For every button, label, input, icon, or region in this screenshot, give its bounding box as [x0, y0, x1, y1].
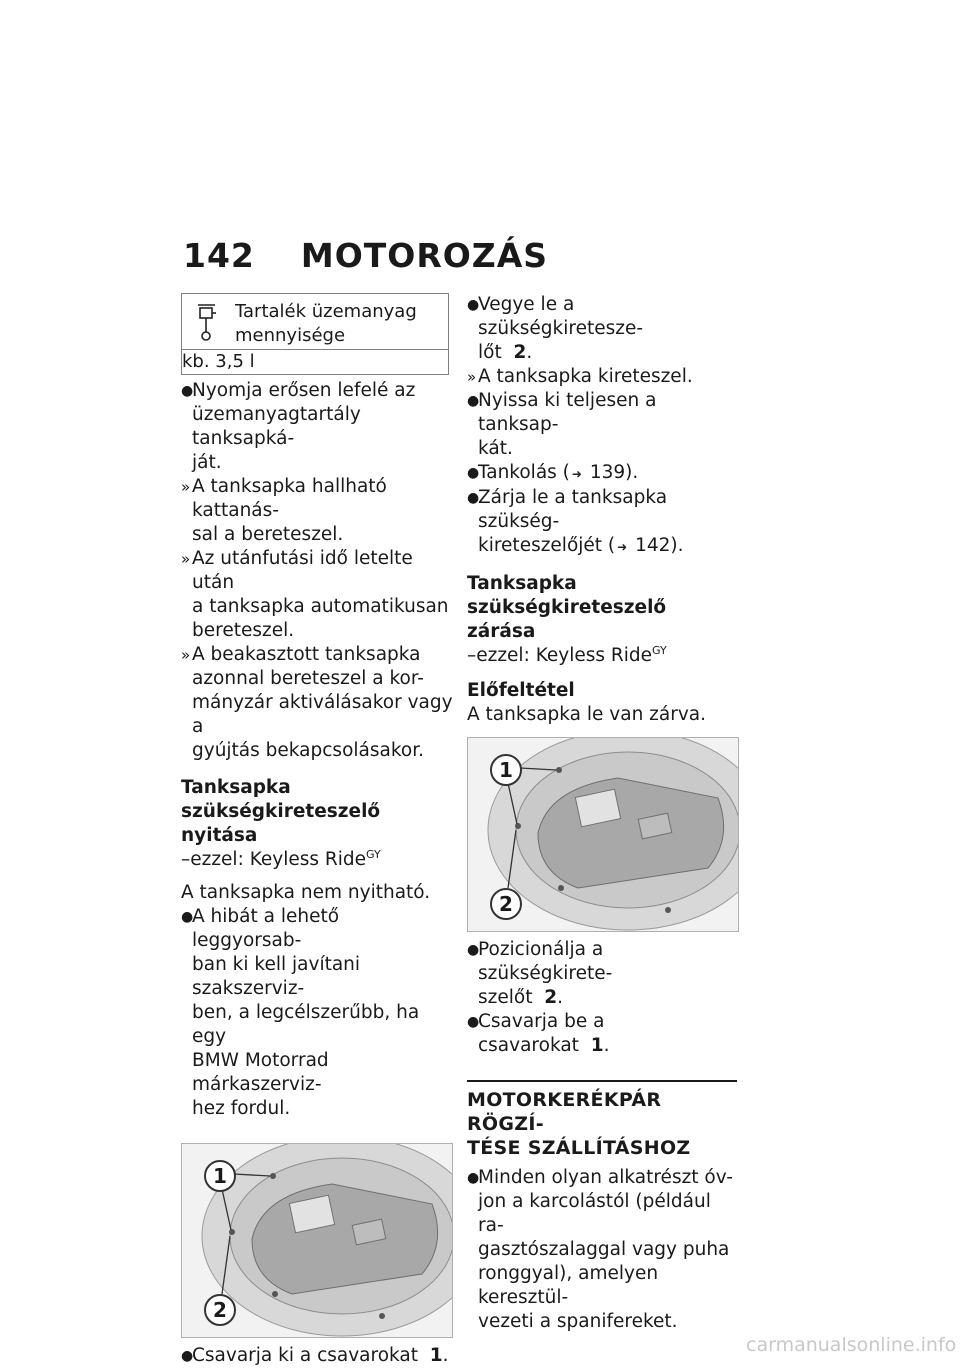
- text-line: kireteszelőjét (: [478, 535, 616, 556]
- text-line: ben, a legcélszerűbb, ha egy: [192, 1002, 420, 1047]
- spec-table: [181, 293, 449, 375]
- text-line: gasztószalaggal vagy puha: [478, 1239, 730, 1260]
- text-line: Vegye le a szükségkiretesze-: [478, 294, 644, 339]
- text-line: hez fordul.: [192, 1098, 291, 1119]
- result-arrow-icon: »: [181, 478, 191, 496]
- result-arrow-icon: »: [181, 646, 191, 664]
- heading-emergency-open: [181, 776, 453, 848]
- callout-1: 1: [204, 1160, 236, 1192]
- watermark: carmanualsonline.info: [746, 1334, 957, 1356]
- text-line: vezeti a spanifereket.: [478, 1311, 678, 1332]
- bullet-icon: ●: [467, 490, 480, 506]
- text-line: Tankolás (: [478, 462, 570, 483]
- precondition-text: A tanksapka le van zárva.: [467, 704, 707, 725]
- text-line: jon a karcolástól (például ra-: [478, 1191, 711, 1236]
- text-line: gyújtás bekapcsolásakor.: [192, 740, 424, 761]
- step-position-release: [467, 938, 739, 1010]
- step-remove-release: [467, 293, 739, 365]
- text-line: ját.: [192, 452, 222, 473]
- text-line: ronggyal), amelyen keresztül-: [478, 1263, 659, 1308]
- ref-number: 1: [429, 1345, 443, 1366]
- heading-emergency-close: [467, 572, 739, 644]
- with-keyless-ride: [467, 644, 739, 668]
- text-line: lőt: [478, 342, 502, 363]
- page-ref: 139).: [589, 462, 639, 483]
- with-text: –ezzel: Keyless Ride: [467, 645, 653, 666]
- punct: .: [603, 1035, 610, 1056]
- text-line: bereteszel.: [192, 620, 295, 641]
- bullet-icon: ●: [467, 1170, 480, 1186]
- heading-line: nyitása: [181, 825, 258, 846]
- text-line: A hibát a lehető leggyorsab-: [192, 906, 340, 951]
- step-unscrew: [181, 1344, 453, 1368]
- page-number: 142: [183, 236, 255, 275]
- result-arrow-icon: »: [181, 550, 191, 568]
- step-protect-parts: [467, 1166, 739, 1334]
- punct: .: [442, 1345, 449, 1366]
- result-arrow-icon: »: [467, 368, 477, 386]
- bullet-icon: ●: [181, 1348, 194, 1364]
- text-line: sal a bereteszel.: [192, 524, 344, 545]
- result-click: [181, 475, 453, 547]
- text-line: kát.: [478, 438, 513, 459]
- precondition-heading: Előfeltétel: [467, 680, 575, 701]
- page-ref: 142).: [635, 535, 684, 556]
- text-line: Az utánfutási idő letelte után: [192, 548, 413, 593]
- callout-2: 2: [490, 888, 522, 920]
- text-line: Zárja le a tanksapka szükség-: [478, 487, 668, 532]
- fuel-cap-figure: [467, 737, 739, 932]
- spec-value: kb. 3,5 l: [182, 351, 255, 372]
- bullet-icon: ●: [467, 942, 480, 958]
- step-press-cap: [181, 379, 453, 475]
- spec-label-line: Tartalék üzemanyag: [235, 301, 417, 322]
- page-reference-arrow-icon: ➜: [571, 467, 582, 481]
- bullet-icon: ●: [467, 465, 480, 481]
- text-line: Pozicionálja a szükségkirete-: [478, 939, 613, 984]
- heading-line: Tanksapka szükségkireteszelő: [467, 573, 667, 618]
- note-repair: [181, 905, 453, 1121]
- page-header: [183, 236, 548, 275]
- heading-line: Tanksapka szükségkireteszelő: [181, 777, 381, 822]
- callout-1: 1: [490, 754, 522, 786]
- problem-text: A tanksapka nem nyitható.: [181, 882, 431, 903]
- bullet-icon: ●: [181, 909, 194, 925]
- bullet-icon: ●: [181, 383, 194, 399]
- left-column: [181, 293, 453, 1368]
- chapter-title: MOTOROZÁS: [300, 236, 549, 275]
- result-immediate-lock: [181, 643, 453, 763]
- spec-header: [182, 294, 449, 350]
- bullet-icon: ●: [467, 297, 480, 313]
- text-line: A tanksapka kireteszel.: [478, 366, 693, 387]
- page-reference-arrow-icon: ➜: [617, 540, 628, 554]
- step-refuel: [467, 461, 739, 486]
- text-line: szelőt: [478, 987, 533, 1008]
- text-line: üzemanyagtartály tanksapká-: [192, 404, 361, 449]
- bullet-icon: ●: [467, 1014, 480, 1030]
- text-line: Nyissa ki teljesen a tanksap-: [478, 390, 657, 435]
- step-screw-in: [467, 1010, 739, 1058]
- text-line: Minden olyan alkatrészt óv-: [478, 1167, 733, 1188]
- section-title: [467, 1088, 739, 1160]
- section-title-line: MOTORKERÉKPÁR RÖGZÍ-: [467, 1089, 662, 1135]
- text-line: Nyomja erősen lefelé az: [192, 380, 416, 401]
- punct: .: [526, 342, 533, 363]
- superscript: GY: [652, 643, 667, 657]
- text-line: A tanksapka hallható kattanás-: [192, 476, 387, 521]
- right-column: [467, 293, 739, 1334]
- superscript: GY: [366, 847, 381, 861]
- section-divider: [467, 1080, 737, 1082]
- punct: .: [557, 987, 563, 1008]
- result-unlock: [467, 365, 739, 389]
- step-open-cap: [467, 389, 739, 461]
- text-line: ban ki kell javítani szakszerviz-: [192, 954, 361, 999]
- text-line: azonnal bereteszel a kor-: [192, 668, 424, 689]
- heading-line: zárása: [467, 621, 536, 642]
- callout-2: 2: [204, 1294, 236, 1326]
- text-line: a tanksapka automatikusan: [192, 596, 449, 617]
- ref-number: 2: [544, 987, 558, 1008]
- text-line: mányzár aktiválásakor vagy a: [192, 692, 453, 737]
- text-line: BMW Motorrad márkaszerviz-: [192, 1050, 329, 1095]
- text-line: Csavarja be a csavarokat: [478, 1011, 605, 1056]
- fuel-pump-icon: [196, 304, 218, 344]
- spec-label-line: mennyisége: [235, 325, 346, 346]
- bullet-icon: ●: [467, 393, 480, 409]
- text-line: A beakasztott tanksapka: [192, 644, 421, 665]
- section-title-line: TÉSE SZÁLLÍTÁSHOZ: [467, 1137, 691, 1159]
- with-keyless-ride: [181, 848, 453, 872]
- with-text: –ezzel: Keyless Ride: [181, 849, 367, 870]
- step-close-release: [467, 486, 739, 559]
- fuel-cap-figure: [181, 1143, 453, 1338]
- result-auto-lock: [181, 547, 453, 643]
- ref-number: 1: [590, 1035, 604, 1056]
- text-line: Csavarja ki a csavarokat: [192, 1345, 419, 1366]
- ref-number: 2: [513, 342, 527, 363]
